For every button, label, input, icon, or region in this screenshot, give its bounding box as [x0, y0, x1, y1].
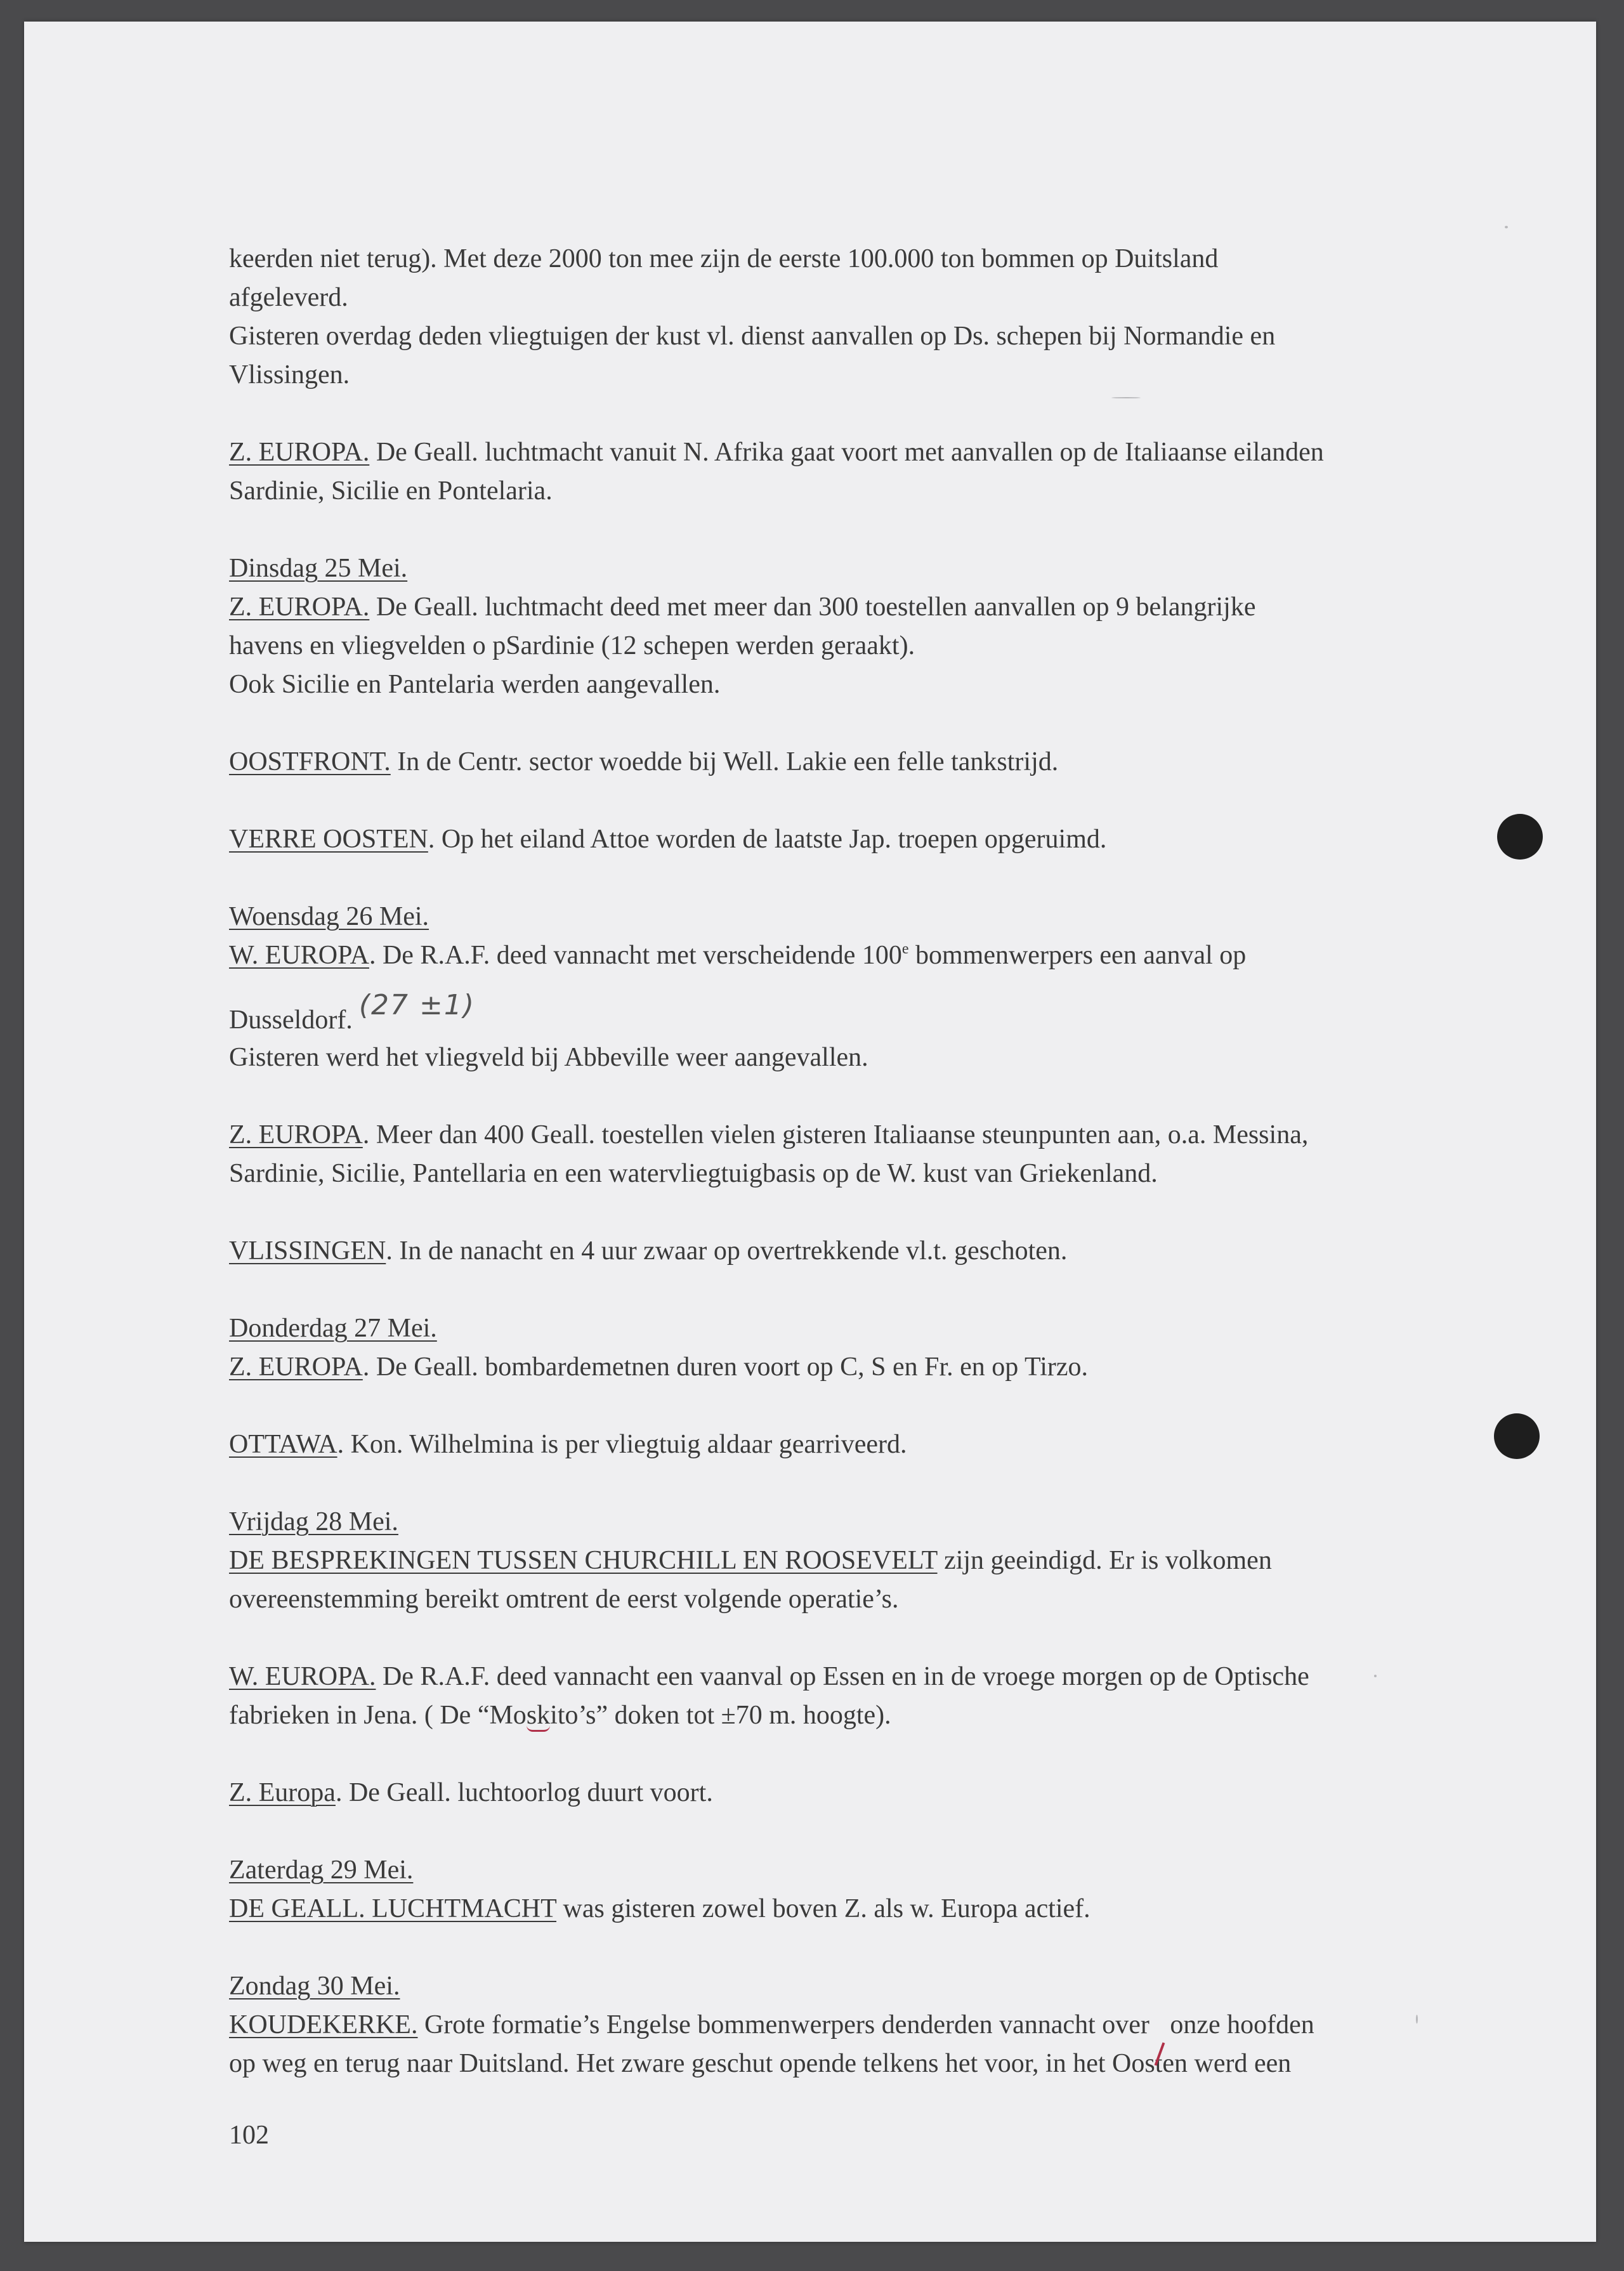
line-text: . De R.A.F. deed vannacht met verscheidende 100	[369, 941, 902, 970]
line-text: In de Centr. sector woedde bij Well. Lakie een felle tankstrijd.	[390, 747, 1059, 776]
section-heading: Dinsdag 25 Mei.	[229, 554, 408, 583]
document-page	[24, 22, 1596, 2242]
line-text: . De Geall. bombardemetnen duren voort op C, S en Fr. en op Tirzo.	[362, 1352, 1088, 1382]
section-heading: W. EUROPA.	[229, 1662, 376, 1691]
date-heading	[229, 1503, 1472, 1541]
line-text: Gisteren overdag deden vliegtuigen der kust vl. dienst aanvallen op Ds. schepen bij Normandie en	[229, 322, 1276, 351]
date-heading	[229, 1309, 1472, 1348]
line-text: keerden niet terug). Met deze 2000 ton mee zijn de eerste 100.000 ton bommen op Duitsland	[229, 244, 1219, 273]
date-heading	[229, 1851, 1472, 1890]
text-line	[229, 1658, 1472, 1696]
line-text: De Geall. luchtmacht deed met meer dan 300 toestellen aanvallen op 9 belangrijke	[369, 592, 1256, 622]
text-line	[229, 2045, 1472, 2083]
line-text: bommenwerpers een aanval op	[908, 941, 1247, 970]
section-heading: Donderdag 27 Mei.	[229, 1314, 437, 1343]
line-text: . Meer dan 400 Geall. toestellen vielen gisteren Italiaanse steunpunten aan, o.a. Messina,	[362, 1120, 1309, 1149]
line-text: ito’s” doken tot ±70 m. hoogte).	[550, 1701, 891, 1730]
paragraph-gap	[229, 1928, 1472, 1967]
paper-speck	[1505, 226, 1508, 228]
line-text: op weg en terug naar Duitsland. Het zware geschut opende telkens het voor, in het Oosten werd een	[229, 2049, 1292, 2078]
line-text: havens en vliegvelden o pSardinie (12 schepen werden geraakt).	[229, 631, 915, 660]
text-line	[229, 433, 1472, 472]
text-line	[229, 1580, 1472, 1619]
paragraph-gap	[229, 1812, 1472, 1851]
text-line	[229, 743, 1472, 782]
line-text: overeenstemming bereikt omtrent de eerst volgende operatie’s.	[229, 1585, 899, 1614]
handwritten-note: (27 ±1)	[358, 989, 475, 1021]
section-heading: DE GEALL. LUCHTMACHT	[229, 1894, 557, 1923]
line-text: Grote formatie’s Engelse bommenwerpers denderden vannacht over	[417, 2010, 1156, 2039]
paragraph-gap	[229, 1464, 1472, 1503]
date-heading	[229, 898, 1472, 936]
text-line	[229, 278, 1472, 317]
line-text: . Op het eiland Attoe worden de laatste Jap. troepen opgeruimd.	[428, 825, 1107, 854]
text-line	[229, 317, 1472, 356]
text-line	[229, 1038, 1472, 1077]
paragraph-gap	[229, 511, 1472, 549]
date-heading	[229, 549, 1472, 588]
document-body	[229, 240, 1472, 2083]
superscript: e	[901, 941, 909, 957]
paragraph-gap	[229, 1077, 1472, 1116]
line-text: . De Geall. luchtoorlog duurt voort.	[335, 1778, 713, 1807]
line-text: zijn geeindigd. Er is volkomen	[937, 1546, 1272, 1575]
line-text: Ook Sicilie en Pantelaria werden aangevallen.	[229, 670, 721, 699]
section-heading: OOSTFRONT.	[229, 747, 391, 776]
punch-hole	[1494, 1413, 1540, 1459]
text-line	[229, 1232, 1472, 1271]
line-text: was gisteren zowel boven Z. als w. Europa actief.	[556, 1894, 1090, 1923]
text-line	[229, 627, 1472, 665]
text-line	[229, 1890, 1472, 1928]
section-heading: Woensdag 26 Mei.	[229, 902, 429, 931]
section-heading: Z. EUROPA	[229, 1120, 363, 1149]
section-heading: Z. Europa	[229, 1778, 336, 1807]
text-line	[229, 975, 1472, 1038]
section-heading: Z. EUROPA.	[229, 592, 370, 622]
line-text: Gisteren werd het vliegveld bij Abbeville weer aangevallen.	[229, 1043, 868, 1072]
line-text: Vlissingen.	[229, 360, 350, 389]
line-text: . In de nanacht en 4 uur zwaar op overtrekkende vl.t. geschoten.	[386, 1236, 1068, 1266]
paper-speck	[1111, 397, 1141, 398]
section-heading: VERRE OOSTEN	[229, 825, 428, 854]
section-heading: OTTAWA	[229, 1430, 337, 1459]
text-line	[229, 1696, 1472, 1735]
section-heading: Z. EUROPA	[229, 1352, 363, 1382]
text-line	[229, 240, 1472, 278]
line-text: Dusseldorf.	[229, 1005, 353, 1035]
line-text: afgeleverd.	[229, 283, 348, 312]
text-line	[229, 936, 1472, 975]
section-heading: VLISSINGEN	[229, 1236, 386, 1266]
line-text: onze hoofden	[1170, 2010, 1314, 2039]
paragraph-gap	[229, 782, 1472, 820]
paper-speck	[1374, 1675, 1377, 1677]
date-heading	[229, 1967, 1472, 2006]
paragraph-gap	[229, 395, 1472, 433]
text-line	[229, 472, 1472, 511]
page-number: 102	[229, 2121, 269, 2150]
paragraph-gap	[229, 704, 1472, 743]
section-heading: DE BESPREKINGEN TUSSEN CHURCHILL EN ROOSEVELT	[229, 1546, 938, 1575]
paragraph-gap	[229, 1271, 1472, 1309]
paragraph-gap	[229, 1193, 1472, 1232]
line-text: Sardinie, Sicilie, Pantellaria en een watervliegtuigbasis op de W. kust van Griekenland.	[229, 1159, 1158, 1188]
handwritten-correction-mark: sk	[527, 1701, 550, 1732]
text-line	[229, 665, 1472, 704]
text-line	[229, 588, 1472, 627]
text-line	[229, 356, 1472, 395]
text-line	[229, 2006, 1472, 2045]
line-text: . Kon. Wilhelmina is per vliegtuig aldaar gearriveerd.	[337, 1430, 907, 1459]
section-heading: KOUDEKERKE.	[229, 2010, 418, 2039]
line-text: fabrieken in Jena. ( De “Mo	[229, 1701, 527, 1730]
text-line	[229, 1774, 1472, 1812]
line-text: Sardinie, Sicilie en Pontelaria.	[229, 476, 553, 506]
text-line	[229, 1116, 1472, 1155]
section-heading: Zaterdag 29 Mei.	[229, 1855, 414, 1885]
line-text: De Geall. luchtmacht vanuit N. Afrika gaat voort met aanvallen op de Italiaanse eilanden	[369, 438, 1324, 467]
paragraph-gap	[229, 1387, 1472, 1425]
paragraph-gap	[229, 859, 1472, 898]
paragraph-gap	[229, 1735, 1472, 1774]
text-line	[229, 1155, 1472, 1193]
punch-hole	[1497, 814, 1543, 860]
section-heading: Vrijdag 28 Mei.	[229, 1507, 398, 1536]
text-line	[229, 1425, 1472, 1464]
text-line	[229, 1348, 1472, 1387]
text-line	[229, 1541, 1472, 1580]
paragraph-gap	[229, 1619, 1472, 1658]
section-heading: W. EUROPA	[229, 941, 369, 970]
text-line	[229, 820, 1472, 859]
paper-speck	[1416, 2015, 1418, 2024]
section-heading: Z. EUROPA.	[229, 438, 370, 467]
section-heading: Zondag 30 Mei.	[229, 1972, 400, 2001]
line-text: De R.A.F. deed vannacht een vaanval op Essen en in de vroege morgen op de Optische	[376, 1662, 1309, 1691]
